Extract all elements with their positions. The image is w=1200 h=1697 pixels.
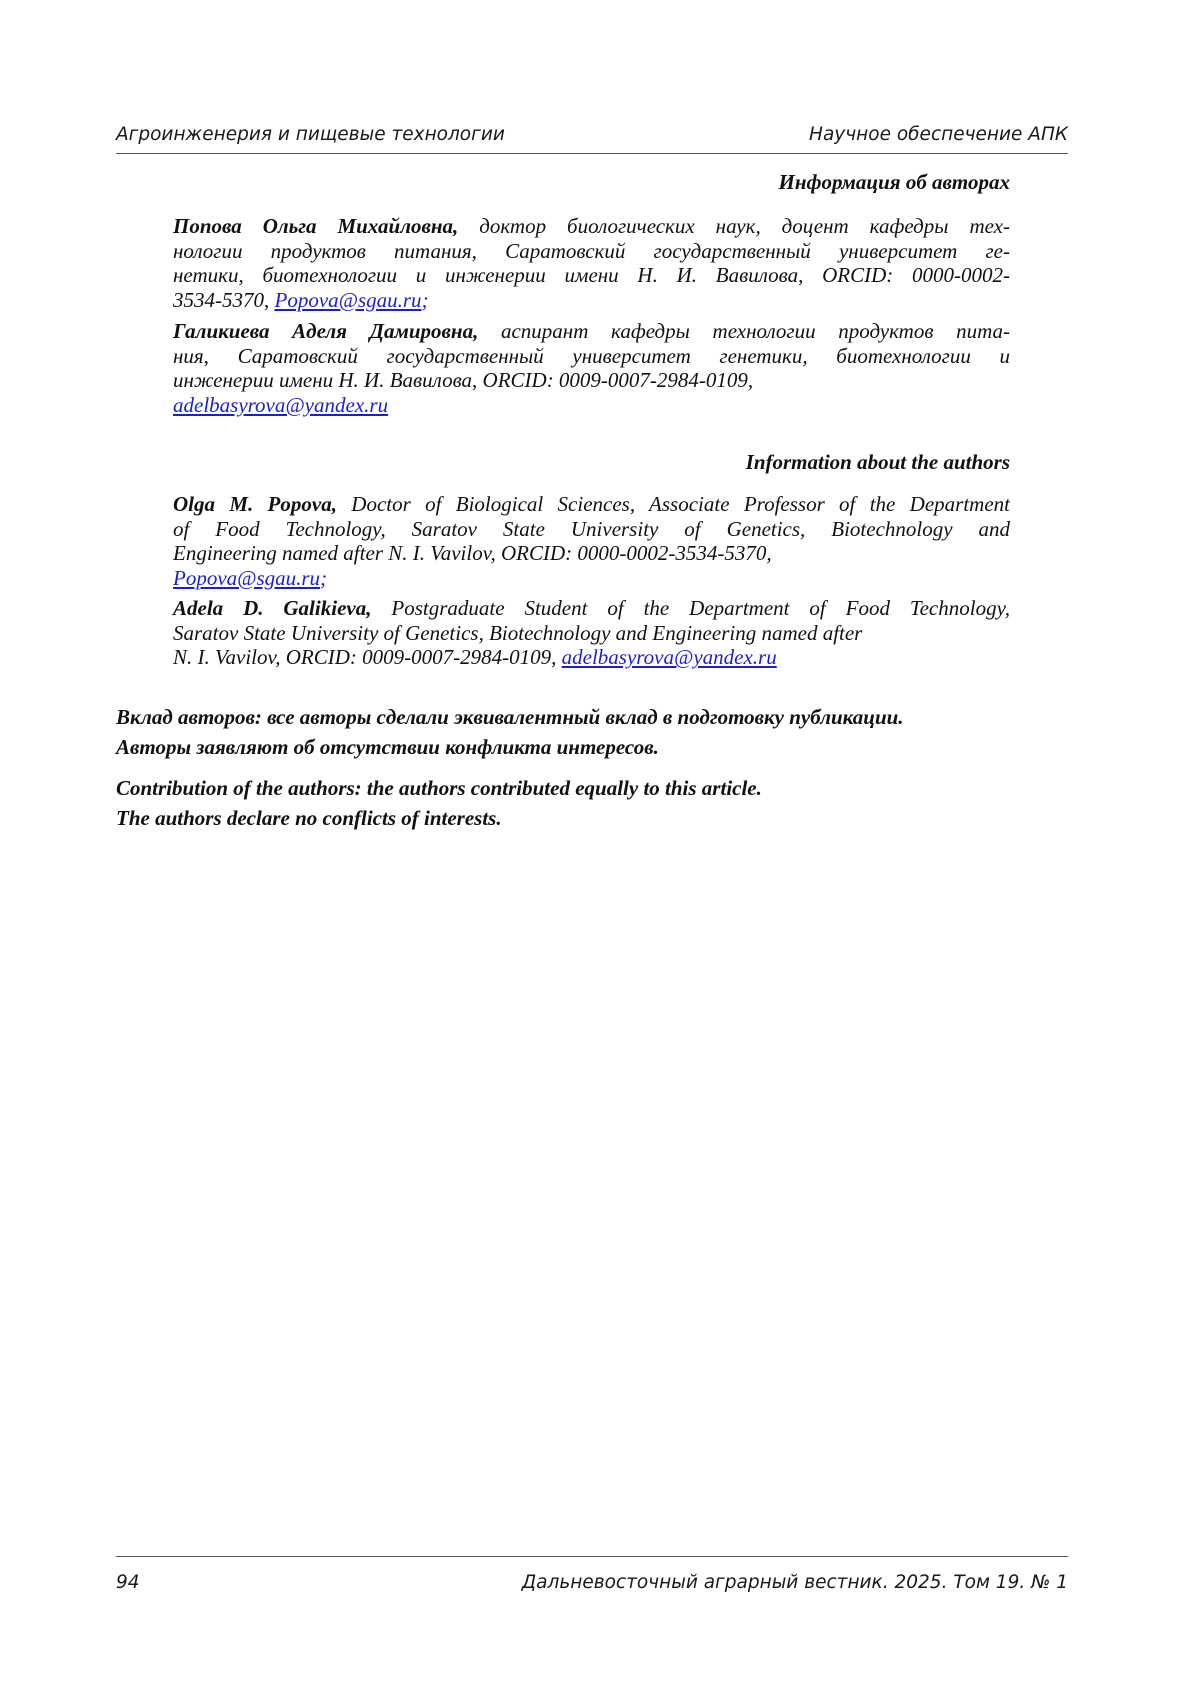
en-author-galikieva-text-1: Postgraduate Student of the Department of Food Technology, — [371, 596, 1011, 620]
ru-author-galikieva-line-1 — [173, 319, 1010, 344]
ru-author-popova-name: Попова Ольга Михайловна, — [173, 214, 459, 238]
ru-contribution-statement: Вклад авторов: все авторы сделали эквивалентный вклад в подготовку публикации. — [116, 705, 904, 729]
en-authors-title: Information about the authors — [745, 450, 1010, 474]
ru-author-popova-email-link[interactable]: Popova@sgau.ru — [274, 287, 422, 312]
ru-author-galikieva-line-4 — [173, 393, 1010, 418]
en-author-galikieva-line-1 — [173, 596, 1010, 621]
ru-author-popova-line-2: нологии продуктов питания, Саратовский государственный университет ге- — [173, 238, 1010, 263]
running-header-rubric: Научное обеспечение АПК — [809, 124, 1068, 145]
ru-author-popova-semicolon: ; — [421, 287, 429, 312]
ru-author-popova-line-1 — [173, 214, 1010, 239]
ru-conflict-statement: Авторы заявляют об отсутствии конфликта интересов. — [116, 735, 659, 759]
en-author-galikieva-line-2: Saratov State University of Genetics, Biotechnology and Engineering named after — [173, 620, 863, 645]
ru-authors-title: Информация об авторах — [778, 170, 1010, 194]
ru-author-galikieva-email-link[interactable]: adelbasyrova@yandex.ru — [173, 392, 389, 417]
ru-author-popova-text-1: доктор биологических наук, доцент кафедры тех- — [458, 214, 1010, 238]
ru-author-galikieva — [173, 319, 1010, 417]
ru-author-galikieva-line-3: инженерии имени Н. И. Вавилова, ORCID: 0009-0007-2984-0109, — [173, 368, 754, 393]
header-rule — [116, 153, 1068, 154]
footer-rule — [116, 1556, 1068, 1557]
en-author-popova-text-1: Doctor of Biological Sciences, Associate Professor of the Department — [336, 492, 1010, 516]
ru-author-galikieva-name: Галикиева Аделя Дамировна, — [173, 319, 479, 343]
en-contribution-statement: Contribution of the authors: the authors contributed equally to this article. — [116, 776, 762, 800]
en-author-galikieva — [173, 596, 1010, 670]
running-header-section: Агроинженерия и пищевые технологии — [116, 124, 505, 145]
ru-author-popova-line-4 — [173, 288, 1010, 313]
en-author-popova-email-link[interactable]: Popova@sgau.ru — [173, 565, 321, 590]
ru-author-popova-line-3: нетики, биотехнологии и инженерии имени Н. И. Вавилова, ORCID: 0000-0002- — [173, 263, 1010, 288]
en-author-galikieva-line-3 — [173, 645, 1010, 670]
en-author-galikieva-text-3: N. I. Vavilov, ORCID: 0009-0007-2984-0109, — [173, 645, 562, 670]
ru-author-galikieva-text-1: аспирант кафедры технологии продуктов пита- — [478, 319, 1010, 343]
en-conflict-statement: The authors declare no conflicts of interests. — [116, 806, 502, 830]
ru-author-popova — [173, 214, 1010, 312]
en-author-popova-line-3: Engineering named after N. I. Vavilov, ORCID: 0000-0002-3534-5370, — [173, 541, 772, 566]
en-author-galikieva-email-link[interactable]: adelbasyrova@yandex.ru — [561, 645, 777, 670]
en-author-popova — [173, 492, 1010, 590]
en-author-popova-line-4 — [173, 566, 1010, 591]
en-author-popova-name: Olga M. Popova, — [173, 492, 337, 516]
en-author-galikieva-name: Adela D. Galikieva, — [173, 596, 372, 620]
journal-citation: Дальневосточный аграрный вестник. 2025. Том 19. № 1 — [521, 1572, 1068, 1593]
en-author-popova-semicolon: ; — [320, 565, 328, 590]
ru-author-popova-text-4: 3534-5370, — [173, 287, 275, 312]
page-number: 94 — [116, 1572, 140, 1593]
ru-author-galikieva-line-2: ния, Саратовский государственный университет генетики, биотехнологии и — [173, 343, 1010, 368]
en-author-popova-line-2: of Food Technology, Saratov State University of Genetics, Biotechnology and — [173, 516, 1010, 541]
en-author-popova-line-1 — [173, 492, 1010, 517]
